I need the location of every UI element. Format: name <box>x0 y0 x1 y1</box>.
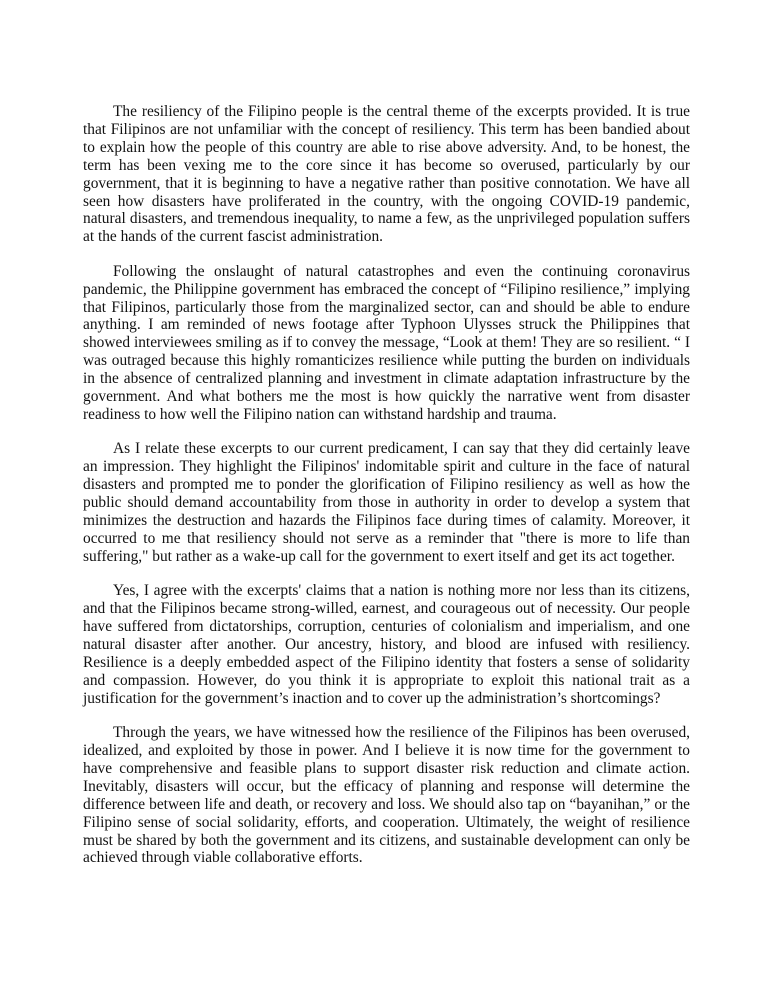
paragraph-3: As I relate these excerpts to our current predicament, I can say that they did certainly leave an impression. They highlight the Filipinos' indomitable spirit and culture in the face of natural disasters and prompted me to ponder the glorification of Filipino resiliency as well as how the public should demand accountability from those in authority in order to develop a system that minimizes the destruction and hazards the Filipinos face during times of calamity. Moreover, it occurred to me that resiliency should not serve as a reminder that "there is more to life than suffering," but rather as a wake-up call for the government to exert itself and get its act together. <box>83 440 690 565</box>
essay-body <box>83 103 690 884</box>
paragraph-2: Following the onslaught of natural catastrophes and even the continuing coronavirus pandemic, the Philippine government has embraced the concept of “Filipino resilience,” implying that Filipinos, particularly those from the marginalized sector, can and should be able to endure anything. I am reminded of news footage after Typhoon Ulysses struck the Philippines that showed interviewees smiling as if to convey the message, “Look at them! They are so resilient. “ I was outraged because this highly romanticizes resilience while putting the burden on individuals in the absence of centralized planning and investment in climate adaptation infrastructure by the government. And what bothers me the most is how quickly the narrative went from disaster readiness to how well the Filipino nation can withstand hardship and trauma. <box>83 262 690 423</box>
paragraph-5: Through the years, we have witnessed how the resilience of the Filipinos has been overused, idealized, and exploited by those in power. And I believe it is now time for the government to have comprehensive and feasible plans to support disaster risk reduction and climate action. Inevitably, disasters will occur, but the efficacy of planning and response will determine the difference between life and death, or recovery and loss. We should also tap on “bayanihan,” or the Filipino sense of social solidarity, efforts, and cooperation. Ultimately, the weight of resilience must be shared by both the government and its citizens, and sustainable development can only be achieved through viable collaborative efforts. <box>83 724 690 867</box>
paragraph-4: Yes, I agree with the excerpts' claims that a nation is nothing more nor less than its citizens, and that the Filipinos became strong-willed, earnest, and courageous out of necessity. Our people have suffered from dictatorships, corruption, centuries of colonialism and imperialism, and one natural disaster after another. Our ancestry, history, and blood are infused with resiliency. Resilience is a deeply embedded aspect of the Filipino identity that fosters a sense of solidarity and compassion. However, do you think it is appropriate to exploit this national trait as a justification for the government’s inaction and to cover up the administration’s shortcomings? <box>83 582 690 707</box>
paragraph-1: The resiliency of the Filipino people is the central theme of the excerpts provided. It is true that Filipinos are not unfamiliar with the concept of resiliency. This term has been bandied about to explain how the people of this country are able to rise above adversity. And, to be honest, the term has been vexing me to the core since it has become so overused, particularly by our government, that it is beginning to have a negative rather than positive connotation. We have all seen how disasters have proliferated in the country, with the ongoing COVID-19 pandemic, natural disasters, and tremendous inequality, to name a few, as the unprivileged population suffers at the hands of the current fascist administration. <box>83 103 690 246</box>
